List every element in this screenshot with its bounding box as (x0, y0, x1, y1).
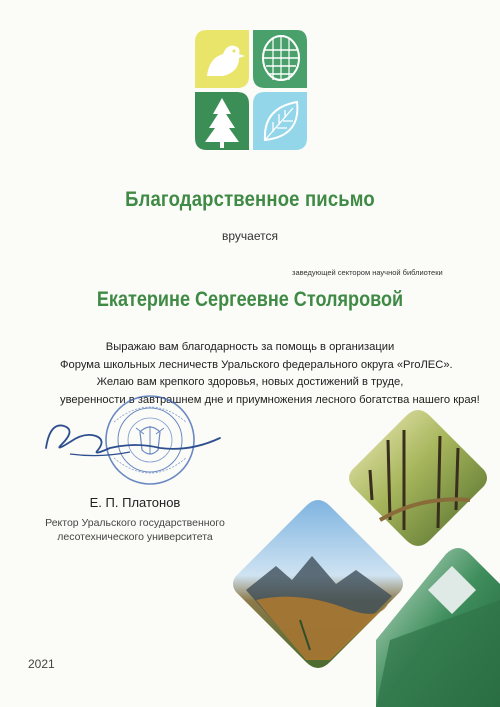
mountain-photo (233, 500, 403, 668)
certificate-title: Благодарственное письмо (125, 188, 375, 211)
message-line: Форума школьных лесничеств Уральского федерального округа «ProЛЕС». (60, 358, 453, 371)
message-line: Желаю вам крепкого здоровья, новых достижений в труде, (96, 376, 404, 388)
signer-title-line: лесотехнического университета (57, 531, 213, 543)
year: 2021 (28, 657, 55, 671)
green-slope-photo (376, 548, 500, 707)
recipient-name: Екатерине Сергеевне Столяровой (96, 288, 404, 311)
fir-tree-icon (195, 92, 249, 150)
presented-label: вручается (222, 229, 278, 243)
sky-photo (428, 566, 476, 614)
recipient-position: заведующей сектором научной библиотеки (292, 268, 443, 277)
pine-cone-icon (253, 30, 307, 88)
signer-title (40, 516, 230, 544)
bird-icon (195, 30, 249, 88)
leaf-icon (253, 92, 307, 150)
forest-photo (348, 408, 488, 548)
forum-logo (193, 28, 309, 152)
message-line: Выражаю вам благодарность за помощь в организации (105, 341, 395, 353)
signer-title-line: Ректор Уральского государственного (45, 517, 225, 529)
signer-name: Е. П. Платонов (89, 495, 181, 510)
official-seal (106, 396, 194, 484)
seal-and-signature (40, 392, 230, 492)
message-line: уверенности в завтрашнем дне и приумножения лесного богатства нашего края! (60, 393, 480, 406)
